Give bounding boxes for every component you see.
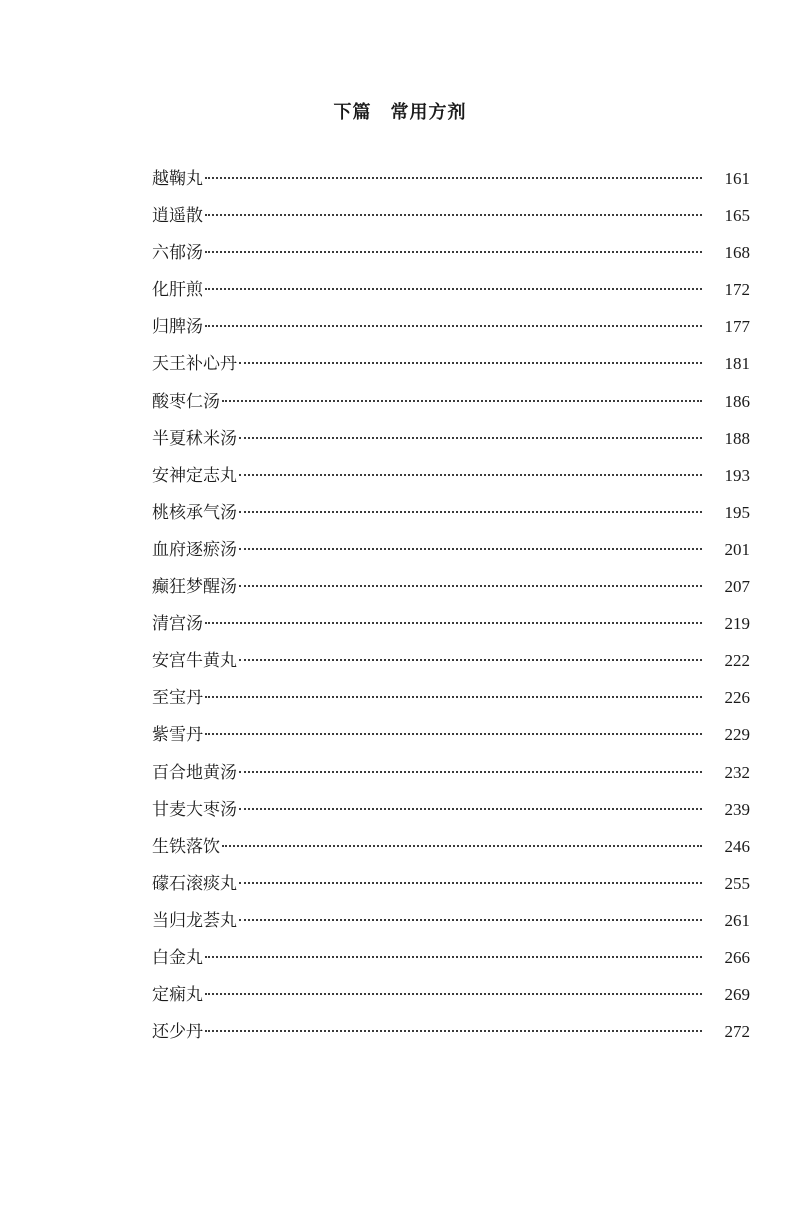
entry-title: 生铁落饮 <box>152 836 220 857</box>
toc-entry <box>152 201 750 238</box>
dot-leader <box>239 882 702 884</box>
entry-title: 天王补心丹 <box>152 354 237 375</box>
dot-leader <box>239 771 702 773</box>
entry-title: 六郁汤 <box>152 243 203 264</box>
page-number: 255 <box>724 873 750 893</box>
toc-entry <box>152 275 750 312</box>
dot-leader <box>239 437 702 439</box>
toc-entry <box>152 498 750 535</box>
dot-leader <box>239 659 702 661</box>
page-number: 219 <box>724 614 750 634</box>
page-number: 195 <box>724 502 750 522</box>
toc-entry <box>152 164 750 201</box>
page-number: 177 <box>724 317 750 337</box>
toc-entry <box>152 795 750 832</box>
toc-entry <box>152 758 750 795</box>
entry-title: 白金丸 <box>152 947 203 968</box>
dot-leader <box>222 400 702 402</box>
page-number: 272 <box>724 1022 750 1042</box>
table-of-contents <box>152 164 750 1054</box>
entry-title: 还少丹 <box>152 1022 203 1043</box>
entry-title: 癫狂梦醒汤 <box>152 577 237 598</box>
page-number: 266 <box>724 947 750 967</box>
entry-title: 紫雪丹 <box>152 725 203 746</box>
entry-title: 酸枣仁汤 <box>152 391 220 412</box>
dot-leader <box>205 1030 702 1032</box>
page-number: 193 <box>724 465 750 485</box>
page-number: 161 <box>724 169 750 188</box>
toc-entry <box>152 312 750 349</box>
toc-entry <box>152 349 750 386</box>
dot-leader <box>239 919 702 921</box>
dot-leader <box>205 177 702 179</box>
entry-title: 逍遥散 <box>152 206 203 227</box>
toc-entry <box>152 238 750 275</box>
toc-entry <box>152 906 750 943</box>
entry-title: 当归龙荟丸 <box>152 910 237 931</box>
dot-leader <box>205 993 702 995</box>
page-number: 222 <box>724 651 750 671</box>
dot-leader <box>239 808 702 810</box>
dot-leader <box>205 288 702 290</box>
toc-entry <box>152 424 750 461</box>
entry-title: 至宝丹 <box>152 688 203 709</box>
dot-leader <box>239 548 702 550</box>
section-title: 下篇 常用方剂 <box>333 102 467 123</box>
dot-leader <box>222 845 702 847</box>
page-number: 232 <box>724 762 750 782</box>
page-number: 172 <box>724 280 750 300</box>
dot-leader <box>205 251 702 253</box>
toc-entry <box>152 869 750 906</box>
entry-title: 归脾汤 <box>152 317 203 338</box>
toc-entry <box>152 943 750 980</box>
toc-entry <box>152 683 750 720</box>
toc-entry <box>152 980 750 1017</box>
dot-leader <box>239 362 702 364</box>
entry-title: 半夏秫米汤 <box>152 428 237 449</box>
entry-title: 安神定志丸 <box>152 465 237 486</box>
dot-leader <box>205 214 702 216</box>
toc-entry <box>152 646 750 683</box>
entry-title: 礞石滚痰丸 <box>152 873 237 894</box>
dot-leader <box>205 733 702 735</box>
page-number: 181 <box>724 354 750 374</box>
page-number: 207 <box>724 577 750 597</box>
dot-leader <box>205 325 702 327</box>
page-number: 186 <box>724 391 750 411</box>
entry-title: 清宫汤 <box>152 614 203 635</box>
page-number: 229 <box>724 725 750 745</box>
toc-entry <box>152 387 750 424</box>
page-number: 239 <box>724 799 750 819</box>
toc-entry <box>152 572 750 609</box>
toc-entry <box>152 535 750 572</box>
entry-title: 化肝煎 <box>152 280 203 301</box>
toc-entry <box>152 832 750 869</box>
page-number: 269 <box>724 985 750 1005</box>
dot-leader <box>205 696 702 698</box>
page-number: 168 <box>724 243 750 263</box>
toc-entry <box>152 461 750 498</box>
page-number: 226 <box>724 688 750 708</box>
toc-entry <box>152 720 750 757</box>
entry-title: 定痫丸 <box>152 985 203 1006</box>
page-number: 261 <box>724 910 750 930</box>
page-number: 188 <box>724 428 750 448</box>
toc-entry <box>152 1017 750 1054</box>
page-number: 165 <box>724 206 750 226</box>
dot-leader <box>205 956 702 958</box>
dot-leader <box>239 511 702 513</box>
entry-title: 百合地黄汤 <box>152 762 237 783</box>
entry-title: 桃核承气汤 <box>152 502 237 523</box>
dot-leader <box>205 622 702 624</box>
page-number: 201 <box>724 539 750 559</box>
toc-entry <box>152 609 750 646</box>
entry-title: 甘麦大枣汤 <box>152 799 237 820</box>
entry-title: 越鞠丸 <box>152 169 203 189</box>
entry-title: 血府逐瘀汤 <box>152 539 237 560</box>
dot-leader <box>239 474 702 476</box>
page-number: 246 <box>724 836 750 856</box>
dot-leader <box>239 585 702 587</box>
entry-title: 安宫牛黄丸 <box>152 651 237 672</box>
